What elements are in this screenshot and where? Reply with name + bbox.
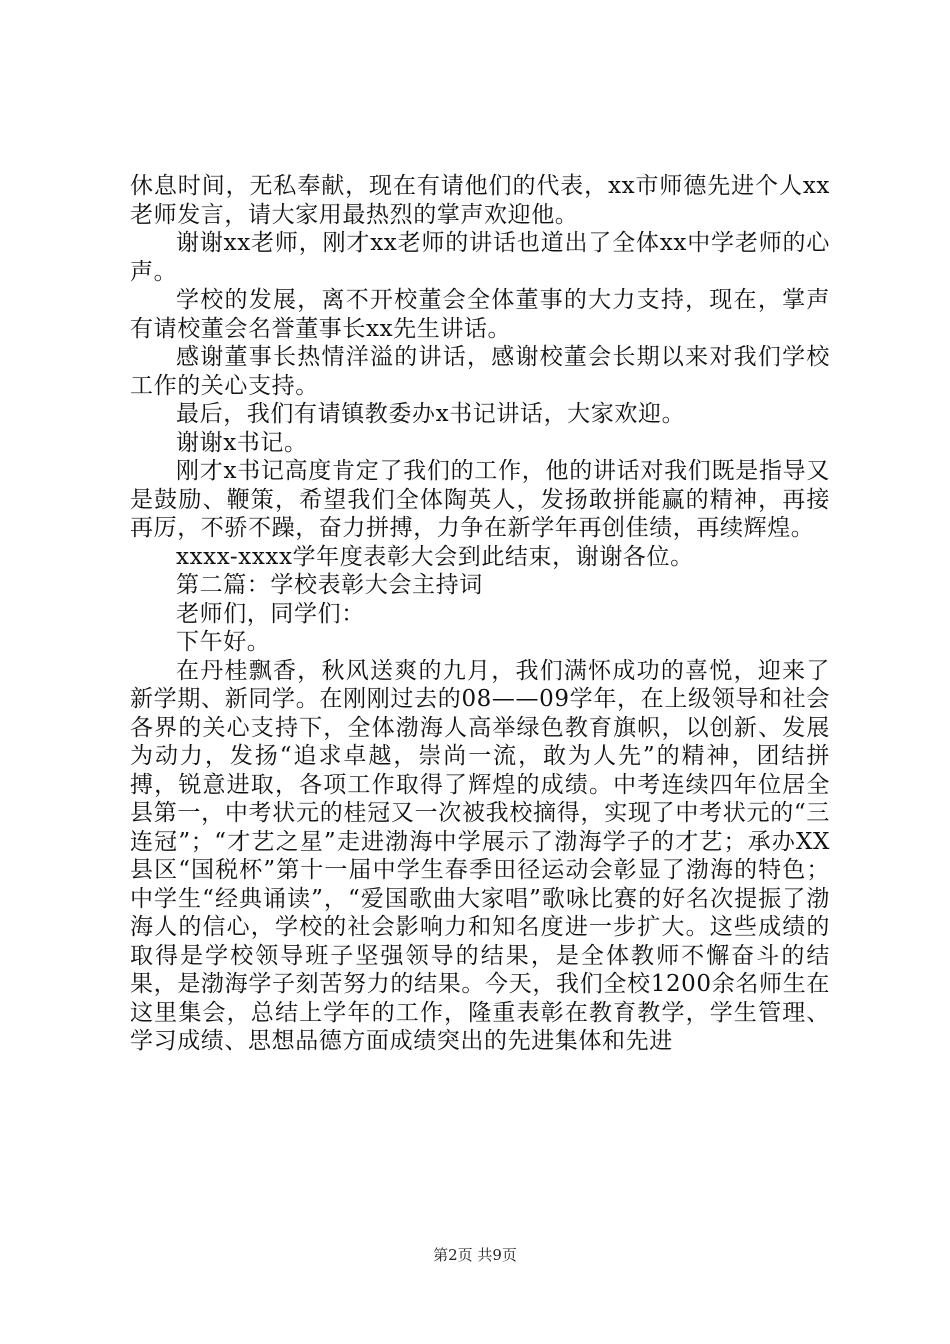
paragraph-thanks-teacher: 谢谢xx老师，刚才xx老师的讲话也道出了全体xx中学老师的心声。 — [130, 230, 830, 285]
paragraph-thanks-secretary: 谢谢x书记。 — [176, 429, 308, 456]
document-body — [130, 172, 830, 1056]
section-heading: 第二篇：学校表彰大会主持词 — [176, 572, 483, 598]
paragraph-continued: 休息时间，无私奉献，现在有请他们的代表，xx市师德先进个人xx老师发言，请大家用最热烈的掌声欢迎他。 — [130, 173, 830, 228]
page-number: 第2页 共9页 — [433, 1246, 517, 1264]
paragraph-thanks-chairman: 感谢董事长热情洋溢的讲话，感谢校董会长期以来对我们学校工作的关心支持。 — [130, 344, 830, 399]
paragraph-achievements: 在丹桂飘香，秋风送爽的九月，我们满怀成功的喜悦，迎来了新学期、新同学。在刚刚过去的08——09学年，在上级领导和社会各界的关心支持下，全体渤海人高举绿色教育旗帜，以创新、发展为动力，发扬“追求卓越，崇尚一流，敢为人先”的精神，团结拼搏，锐意进取，各项工作取得了辉煌的成绩。中考连续四年位居全县第一，中考状元的桂冠又一次被我校摘得，实现了中考状元的“三连冠”；“才艺之星”走进渤海中学展示了渤海学子的才艺；承办XX县区“国税杯”第十一届中学生春季田径运动会彰显了渤海的特色；中学生“经典诵读”，“爱国歌曲大家唱”歌咏比赛的好名次提振了渤海人的信心，学校的社会影响力和知名度进一步扩大。这些成绩的取得是学校领导班子坚强领导的结果，是全体教师不懈奋斗的结果，是渤海学子刻苦努力的结果。今天，我们全校1200余名师生在这里集会，总结上学年的工作，隆重表彰在教育教学，学生管理、学习成绩、思想品德方面成绩突出的先进集体和先进 — [130, 657, 830, 1054]
paragraph-closing: xxxx-xxxx学年度表彰大会到此结束，谢谢各位。 — [176, 543, 694, 570]
paragraph-school-board: 学校的发展，离不开校董会全体董事的大力支持，现在，掌声有请校董会名誉董事长xx先生讲话。 — [130, 287, 830, 342]
paragraph-greeting: 老师们，同学们： — [176, 600, 365, 627]
paragraph-secretary-remarks: 刚才x书记高度肯定了我们的工作，他的讲话对我们既是指导又是鼓励、鞭策，希望我们全体陶英人，发扬敢拼能赢的精神，再接再厉，不骄不躁，奋力拼搏，力争在新学年再创佳绩，再续辉煌。 — [130, 458, 830, 541]
paragraph-good-afternoon: 下午好。 — [176, 629, 271, 655]
paragraph-invite-secretary: 最后，我们有请镇教委办x书记讲话，大家欢迎。 — [176, 401, 686, 427]
